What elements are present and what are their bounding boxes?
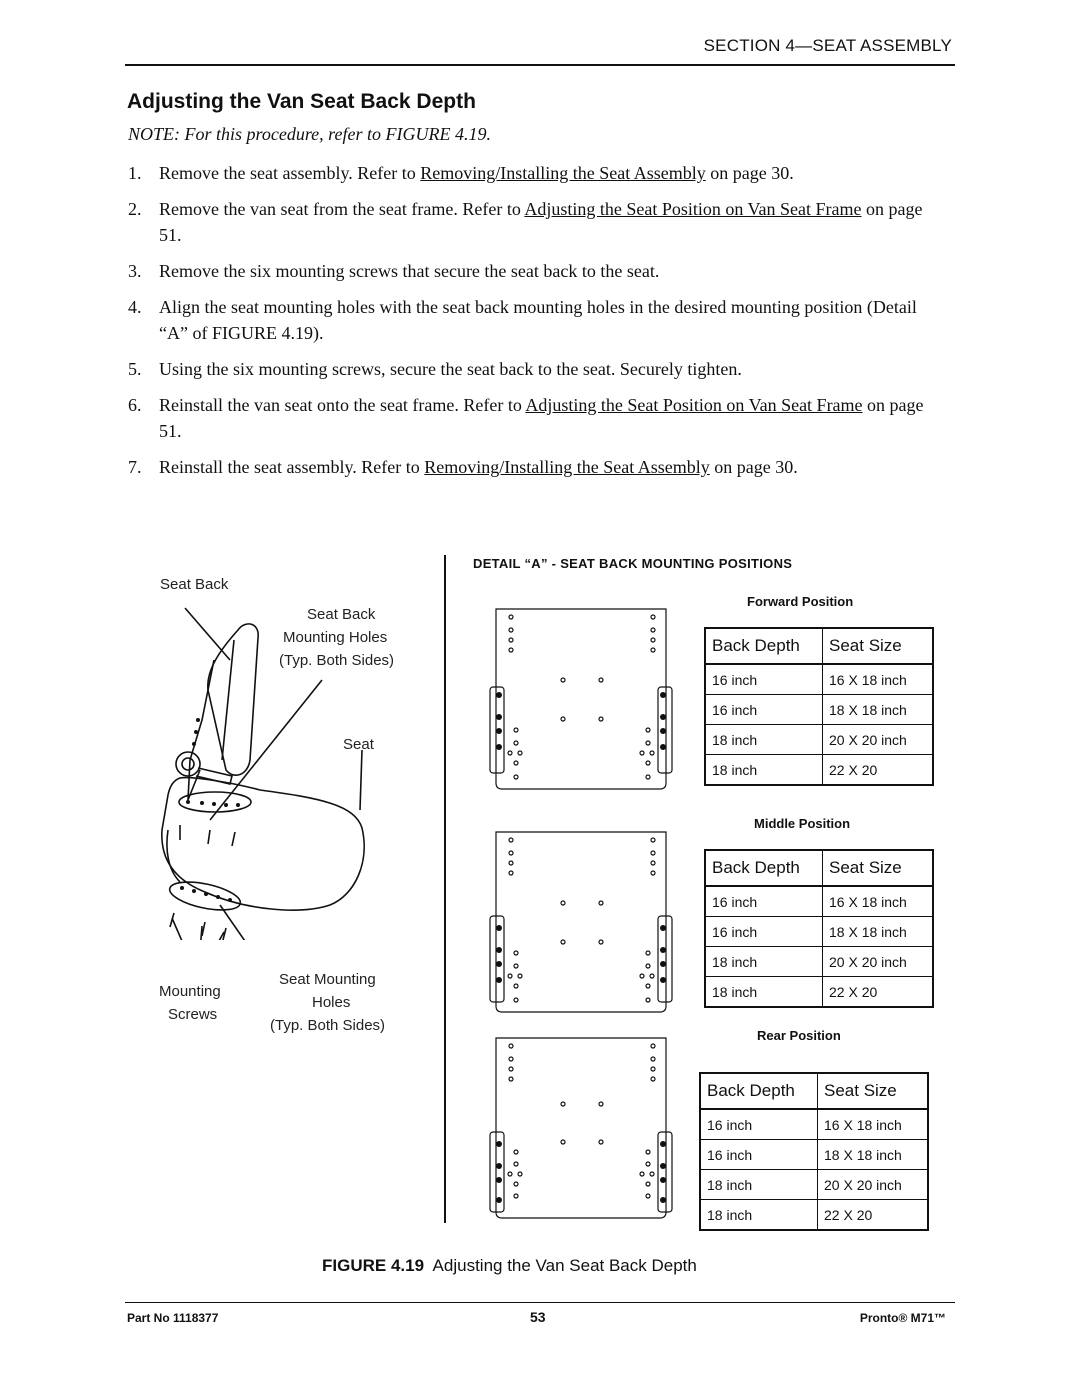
link-removing-installing-seat[interactable]: Removing/Installing the Seat Assembly [420,163,706,183]
figure-divider [444,555,446,1223]
table-row: 16 inch 16 X 18 inch [705,886,933,917]
footer-page-number: 53 [530,1309,546,1325]
forward-position-table [704,627,934,786]
col-back-depth: Back Depth [700,1073,818,1109]
label-back-holes-3: (Typ. Both Sides) [279,652,395,669]
figure-number: FIGURE 4.19 [322,1256,425,1275]
table-row: 18 inch 20 X 20 inch [705,947,933,977]
label-seat-holes-2: Holes [312,994,351,1011]
forward-position-label: Forward Position [747,594,854,609]
table-row: 18 inch 22 X 20 [700,1200,928,1231]
table-header-row [705,850,933,886]
label-seat: Seat [343,736,374,753]
col-seat-size: Seat Size [818,1073,929,1109]
table-header-row [705,628,933,664]
table-row: 16 inch 18 X 18 inch [705,695,933,725]
section-header: SECTION 4—SEAT ASSEMBLY [703,36,952,55]
table-row: 18 inch 22 X 20 [705,755,933,786]
table-row: 16 inch 18 X 18 inch [700,1140,928,1170]
step-7: 7. Reinstall the seat assembly. Refer to Removing/Installing the Seat Assembly on page 30. [128,457,798,477]
footer-rule [125,1302,955,1303]
table-header-row [700,1073,928,1109]
table-row: 16 inch 16 X 18 inch [700,1109,928,1140]
procedure-note: NOTE: For this procedure, refer to FIGURE 4.19. [128,124,491,144]
page-heading: Adjusting the Van Seat Back Depth [127,90,476,113]
label-back-holes-2: Mounting Holes [283,629,388,646]
col-seat-size: Seat Size [823,850,934,886]
rear-position-label: Rear Position [757,1028,841,1043]
step-1: 1. Remove the seat assembly. Refer to Removing/Installing the Seat Assembly on page 30. [128,163,794,183]
label-screws-2: Screws [168,1006,218,1023]
label-seat-back: Seat Back [160,576,229,593]
middle-position-table [704,849,934,1008]
label-back-holes-1: Seat Back [307,606,376,623]
label-seat-holes-3: (Typ. Both Sides) [270,1017,386,1034]
col-back-depth: Back Depth [705,850,823,886]
table-row: 18 inch 20 X 20 inch [700,1170,928,1200]
rear-position-table [699,1072,929,1231]
forward-position-diagram [486,605,676,790]
table-row: 16 inch 18 X 18 inch [705,917,933,947]
step-5: 5. Using the six mounting screws, secure the seat back to the seat. Securely tighten. [128,359,742,379]
detail-title: DETAIL “A” - SEAT BACK MOUNTING POSITIONS [473,556,793,571]
link-adjusting-seat-position[interactable]: Adjusting the Seat Position on Van Seat Frame [524,199,862,219]
middle-position-diagram [486,828,676,1013]
procedure-steps [128,160,948,490]
link-removing-installing-seat[interactable]: Removing/Installing the Seat Assembly [424,457,710,477]
col-seat-size: Seat Size [823,628,934,664]
table-row: 18 inch 22 X 20 [705,977,933,1008]
seat-illustration [150,600,430,940]
link-adjusting-seat-position[interactable]: Adjusting the Seat Position on Van Seat Frame [525,395,863,415]
table-row: 16 inch 16 X 18 inch [705,664,933,695]
middle-position-label: Middle Position [754,816,851,831]
step-6: 6. Reinstall the van seat onto the seat frame. Refer to Adjusting the Seat Position on Van Seat Frame on page 51. [128,395,924,441]
footer-product: Pronto® M71™ [859,1311,946,1325]
figure-caption [322,1256,697,1276]
step-4: 4. Align the seat mounting holes with the seat back mounting holes in the desired mounting position (Detail “A” of FIGURE 4.19). [128,297,917,343]
col-back-depth: Back Depth [705,628,823,664]
label-seat-holes-1: Seat Mounting [279,971,376,988]
figure-title: Adjusting the Van Seat Back Depth [432,1256,697,1275]
header-rule [125,64,955,66]
label-screws-1: Mounting [159,983,221,1000]
step-3: 3. Remove the six mounting screws that secure the seat back to the seat. [128,261,660,281]
footer-part-number: Part No 1118377 [127,1311,219,1325]
rear-position-diagram [486,1034,676,1219]
table-row: 18 inch 20 X 20 inch [705,725,933,755]
step-2: 2. Remove the van seat from the seat frame. Refer to Adjusting the Seat Position on Van Seat Frame on page 51. [128,199,923,245]
